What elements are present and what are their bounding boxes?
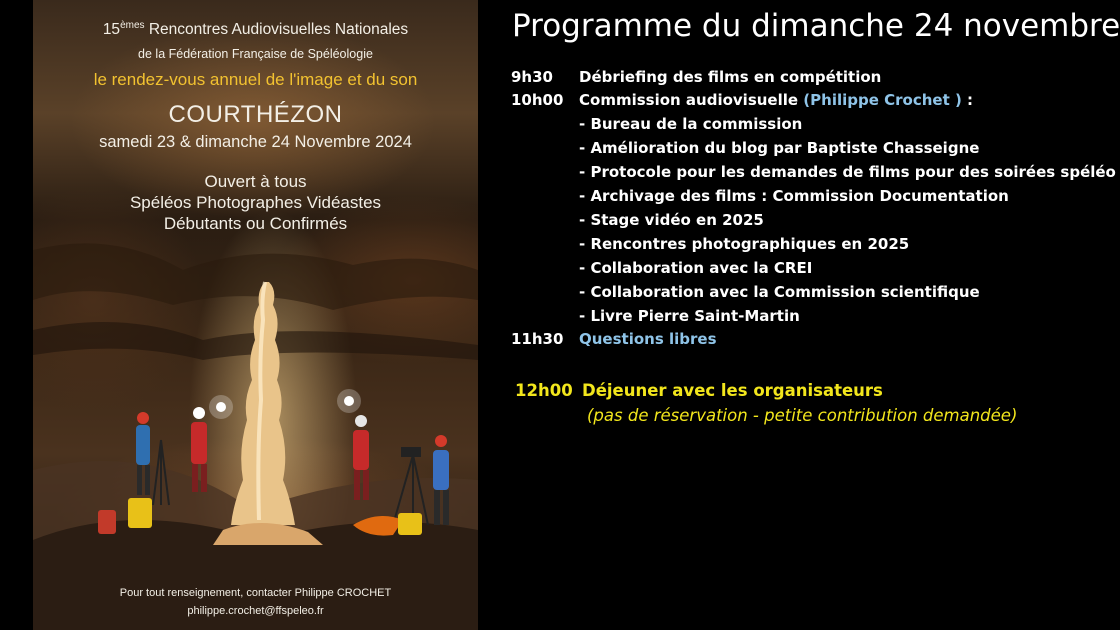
poster-dates: samedi 23 & dimanche 24 Novembre 2024 — [99, 133, 412, 151]
poster-tagline: le rendez-vous annuel de l'image et du son — [93, 70, 418, 89]
subitem-label: - Collaboration avec la CREI — [579, 259, 813, 277]
entry-label: Questions libres — [579, 330, 717, 348]
subitem-label: - Archivage des films : Commission Documentation — [579, 187, 1009, 205]
subitem-label: - Rencontres photographiques en 2025 — [579, 235, 910, 253]
poster-open-line-2: Spéléos Photographes Vidéastes — [129, 193, 382, 212]
poster-contact-email: philippe.crochet@ffspeleo.fr — [187, 605, 324, 617]
lunch-label: Déjeuner avec les organisateurs — [582, 381, 883, 400]
entry-label: Débriefing des films en compétition — [579, 68, 882, 86]
subitem-label: - Amélioration du blog par Baptiste Chasseigne — [579, 139, 980, 157]
entry-label: Commission audiovisuelle — [579, 91, 804, 109]
poster-edition-line: 15èmes Rencontres Audiovisuelles Nationales — [102, 20, 409, 39]
poster-organizer: de la Fédération Française de Spéléologie — [138, 47, 373, 61]
entry-suffix: : — [961, 91, 974, 109]
programme-title: Programme du dimanche 24 novembre — [512, 8, 1120, 44]
subitem-label: - Protocole pour les demandes de films pour des soirées spéléo — [579, 163, 1116, 181]
poster-contact-line: Pour tout renseignement, contacter Philippe CROCHET — [119, 587, 392, 599]
poster-open-line-1: Ouvert à tous — [204, 172, 307, 191]
entry-label-group — [579, 91, 973, 109]
entry-time: 9h30 — [511, 68, 553, 86]
cave-scene-illustration — [33, 0, 478, 630]
poster-town: COURTHÉZON — [168, 101, 343, 128]
lunch-note: (pas de réservation - petite contribution demandée) — [587, 406, 1018, 425]
subitem-label: - Stage vidéo en 2025 — [579, 211, 764, 229]
poster-open-line-3: Débutants ou Confirmés — [163, 214, 348, 233]
event-poster — [33, 0, 478, 630]
entry-highlight-name: (Philippe Crochet ) — [803, 91, 962, 109]
entry-time: 10h00 — [511, 91, 564, 109]
entry-time: 11h30 — [511, 330, 564, 348]
subitem-label: - Livre Pierre Saint-Martin — [579, 307, 800, 325]
lunch-time: 12h00 — [515, 381, 573, 400]
subitem-label: - Collaboration avec la Commission scientifique — [579, 283, 980, 301]
subitem-label: - Bureau de la commission — [579, 115, 803, 133]
